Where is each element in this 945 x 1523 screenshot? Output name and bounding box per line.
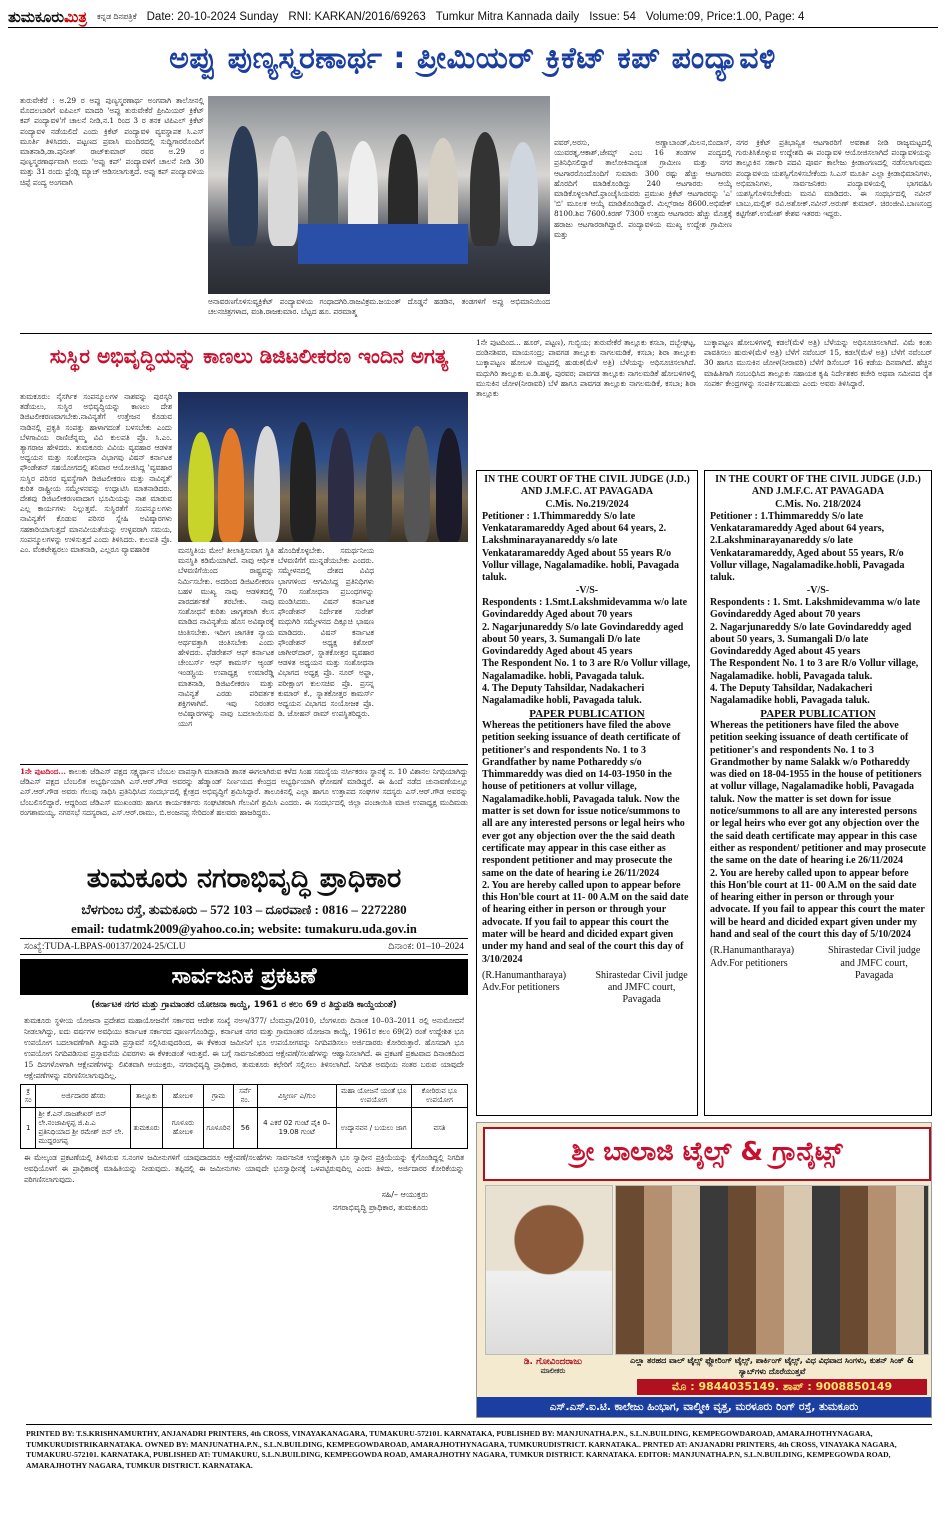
story2-column-5: ಬುಕ್ಕಾಪಟ್ಟಣ ಹೋಬಳಿಗಳಲ್ಲಿ ಕಡಲೆ(ಮೆಳೆ ಅತ್ರಿ) ಬೆಳೆಯನ್ನು ಅಧಿಸೂಚಿಸಲಾಗಿದೆ. ವಿಮೆ ಕಂತು ಪಾವತಿಸಲು ಹುರುಳಿ(ಮೆಳೆ ಅತ್ರಿ) ಬೆಳೆಗೆ ನವೆಂಬರ್ 15, ಕಡಲೆ(ಮೆಳೆ ಅತ್ರಿ) ಬೆಳೆಗೆ ನವೆಂಬರ್ 30 ಹಾಗೂ ಮುಸುಕಿನ ಜೋಳ(ನೀರಾವರಿ) ಬೆಳೆಗೆ ಡಿಸೆಂಬರ್ 16 ಕಡೆಯ ದಿನವಾಗಿದೆ. ಹೆಚ್ಚಿನ ಮಾಹಿತಿಗಾಗಿ ಸಂಬಂಧಿಸಿದ ತಾಲ್ಲೂಕು ಸಹಾಯಕ ಕೃಷಿ ನಿರ್ದೇಶಕರ ಕಚೇರಿ ಅಥವಾ ಸಮೀಪದ ರೈತ ಸಂಪರ್ಕ ಕೇಂದ್ರಗಳನ್ನು ಸಂಪರ್ಕಿಸಬಹುದು ಎಂದು ಅವರು ತಿಳಿಸಿದ್ದಾರೆ. <box>704 338 932 388</box>
table-cell: 1 <box>21 1108 36 1149</box>
notice-body-2: 2. You are hereby called upon to appear before this Hon'ble court at 11- 00 A.M on the said date of hearing either in person or through your advocate. If you fail to appear this court the mater will be heard and dicided expart given under my hand and seal of the court this day of 3/10/2024 <box>482 879 689 965</box>
table-cell: ವಸತಿ <box>411 1108 467 1149</box>
advert-title: ಶ್ರೀ ಬಾಲಾಜಿ ಟೈಲ್ಸ್ & ಗ್ರಾನೈಟ್ಸ್ <box>483 1127 931 1181</box>
story2-column-3: ಹೊಂದಿಕೊಳ್ಳಬೇಕು. ಸಮರ್ಥನೀಯ ಬೆಳವಣಿಗೆಗೆ ಮುನ್ನಡೆಯಬೇಕು ಎಂದರು. ಸಮ್ಮೇಳನದಲ್ಲಿ ದೇಶದ ವಿವಿಧ ಭಾಗಗಳಿಂದ ಆಗಮಿಸಿದ್ದ ಪ್ರತಿನಿಧಿಗಳು 70 ಸಂಶೋಧನಾ ಪ್ರಬಂಧಗಳನ್ನು ಮಂಡಿಸಿದರು. ವಿಷನ್ ಕರ್ನಾಟಕ ಫೌಂಡೇಶನ್ ನಿರ್ದೇಶಕ ಸುರೇಶ್ ಮಧುಗಿರಿ ಸಮ್ಮೇಳನದ ದಿಕ್ಸೂಚಿ ಭಾಷಣ ಮಾಡಿದರು. ವಿಷನ್ ಕರ್ನಾಟಕ ಫೌಂಡೇಶನ್ ಅಧ್ಯಕ್ಷ ಕಿಶೋರ್ ಜಾಗೀರ್‌ದಾರ್, ಸ್ನಾತಕೋತ್ತರ ವ್ಯವಹಾರ ಆಡಳಿತ ಅಧ್ಯಯನ ಮತ್ತು ಸಂಶೋಧನಾ ವಿಭಾಗದ ಅಧ್ಯಕ್ಷ ಪ್ರೊ. ನೂರ್ ಅಫ್ಜಾ, ಪರೀಕ್ಷಾಂಗ ಕುಲಸಚಿವ ಪ್ರೊ. ಪ್ರಸನ್ನ ಕುಮಾರ್ ಕೆ., ಸ್ನಾತಕೋತ್ತರ ಕಾಮರ್ಸ್ ಅಧ್ಯಯನ ವಿಭಾಗದ ಸಂಯೋಜಕ ಪ್ರೊ. ಡಿ. ಜೋಹನ್ ರಾಮ್ ಉಪಸ್ಥಿತರಿದ್ದರು. <box>278 546 374 719</box>
newspaper-name: Tumkur Mitra Kannada daily <box>435 10 580 23</box>
petitioner: Petitioner : 1.Thimmareddy S/o late Venkataramareddy Aged about 64 years, 2.Lakshminarayanareddy s/o late Venkataramareddy, Aged about 55 years, R/o Vollur village, Nagalamadike.hobli, Pavagada taluk. <box>710 510 905 584</box>
continued-label: 1ನೇ ಪುಟದಿಂದ... <box>20 767 66 776</box>
table-row <box>21 1108 468 1149</box>
table-cell: ಉದ್ಯಾನವನ / ಬಯಲು ಜಾಗ <box>336 1108 411 1149</box>
balaji-tiles-advert <box>476 1122 932 1418</box>
story1-headline: ಅಪ್ಪು ಪುಣ್ಯಸ್ಮರಣಾರ್ಥ : ಪ್ರೀಮಿಯರ್ ಕ್ರಿಕೆಟ್ ಕಪ್ ಪಂದ್ಯಾವಳಿ <box>169 41 776 76</box>
story2-headline: ಸುಸ್ಥಿರ ಅಭಿವೃದ್ಧಿಯನ್ನು ಕಾಣಲು ಡಿಜಿಟಲೀಕರಣ ಇಂದಿನ ಅಗತ್ಯ <box>30 338 468 374</box>
masthead <box>8 6 938 28</box>
court-name: IN THE COURT OF THE CIVIL JUDGE (J.D.) AND J.M.F.C. AT PAVAGADA <box>484 474 690 498</box>
table-header: ಕ್ರ ಸಂ <box>21 1085 36 1108</box>
volume-price-page: Volume:09, Price:1.00, Page: 4 <box>645 10 805 23</box>
court-notice-219 <box>476 470 698 1116</box>
signatures <box>710 945 926 982</box>
versus: -V/S- <box>806 584 830 596</box>
table-cell: ಶ್ರೀ ಕೆ.ಎನ್.ರಾಜಶೇಖರ್ ಬಿನ್ ಲೇ.ನಂಜಾಪಿಳ್ಳಪ್ಪ ಜಿ.ಪಿ.ಎ ಪ್ರತಿನಿಧಿಯಾದ ಶ್ರೀ ರಮೇಶ್ ಬಿನ್ ಲೇ. ಮುದ್ದರಂಗಪ್ಪ <box>36 1108 131 1149</box>
table-cell: ತುಮಕೂರು <box>131 1108 162 1149</box>
petitioner: Petitioner : 1.Thimmareddy S/o late Venkataramareddy Aged about 64 years, 2. Lakshminarayanareddy s/o late Venkataramareddy Aged about 55 years R/o Vollur village, Nagalamadike. hobli, Pavagada taluk. <box>482 510 679 584</box>
closing-text: ಈ ಮೇಲ್ಕಂಡ ಪ್ರಕಟಣೆಯಲ್ಲಿ ತಿಳಿಸಿರುವ ಸ.ನಂಗಳ ಜಮೀನುಗಳಿಗೆ ಯಾವುದಾದರೂ ಆಕ್ಷೇಪಣೆ/ಸಲಹೆಗಳು ಸಾರ್ವಜನಿಕ ಉದ್ದೇಶಕ್ಕಾಗಿ ಭೂ ಸ್ವಾಧೀನ ಪ್ರಕ್ರಿಯೆಯನ್ನು ಕೈಗೊಂಡಿದ್ದಲ್ಲಿ ನಿಗದಿತ ಅವಧಿಯೊಳಗೆ ಈ ಪ್ರಾಧಿಕಾರಕ್ಕೆ ಮಾಹಿತಿಯನ್ನು ನೀಡುವುದು. ತಪ್ಪಿದಲ್ಲಿ ಈ ಜಮೀನುಗಳು ಯಾವುದೇ ಭೂಸ್ವಾಧೀನಕ್ಕೆ ಒಳಪಟ್ಟಿರುವುದಿಲ್ಲ ಎಂದು ತಿಳಿದು, ಅರ್ಜಿದಾರರ ಕೋರಿಕೆಯನ್ನು ಪರಿಗಣಿಸಲಾಗುವುದು. <box>24 1153 464 1184</box>
story2-column-1: ತುಮಕೂರು: ನೈಸರ್ಗಿಕ ಸಂಪನ್ಮೂಲಗಳ ನಾಶವನ್ನು ಪುರಸ್ಕರಿ ತಡೆಯಲು, ಸುಸ್ಥಿರ ಅಭಿವೃದ್ಧಿಯನ್ನು ಕಾಣಲು ದೇಶ ಡಿಜಿಟಲೀಕರಣವಾಗಬೇಕು.ನಾವಿನ್ಯತೆಗೆ ಉತ್ತೇಜನ ಕೊಡುವ ನಾಡಿನಲ್ಲಿ ಪ್ರಕೃತಿ ಸಂಪತ್ತು ಹಾಳಾಗದಂತೆ ಬಳಸಬೇಕು ಎಂದು ಬೆಳಗಾವಿಯ ರಾಣಿಚೆನ್ನಮ್ಮ ವಿವಿ ಕುಲಪತಿ ಪ್ರೊ. ಸಿ.ಎಂ. ತ್ಯಾಗರಾಜ ಹೇಳಿದರು. ತುಮಕೂರು ವಿವಿಯ ವ್ಯವಹಾರ ಆಡಳಿತ ಅಧ್ಯಯನ ಮತ್ತು ಸಂಶೋಧನಾ ವಿಭಾಗವು ವಿಷನ್ ಕರ್ನಾಟಕ ಫೌಂಡೇಶನ್ ಸಹಯೋಗದಲ್ಲಿ ಶನಿವಾರ ಆಯೋಜಿಸಿದ್ದ 'ವ್ಯವಹಾರ ಸುಸ್ಥಿರ ಪರಿಸರ ವ್ಯವಸ್ಥೆಗಾಗಿ ಡಿಜಿಟಲೀಕರಣ ಮತ್ತು ನಾವಿನ್ಯತೆ' ಕುರಿತ ರಾಷ್ಟ್ರೀಯ ಸಮ್ಮೇಳನವನ್ನು ಉದ್ಘಾಟಿಸಿ ಮಾತನಾಡಿದರು. ದೇಶವು ಡಿಜಿಟಲೀಕರಣವಾದಾಗ ಭೂಮಿಯನ್ನು ನಾಶ ಮಾಡುವ ಎಲ್ಲ ಕಾರ್ಯಗಳು ನಿಲ್ಲುತ್ತವೆ. ಸುಸ್ಥಿರತೆಗೆ ಸಂಪನ್ಮೂಲಗಳು ನಾವಿನ್ಯತೆಗೆ ಕೊಡುವ ಪರಿಸರ ಸ್ನೇಹಿ ಅವಿಷ್ಕಾರಗಳು ಸಹಕಾರಿಯಾಗುತ್ತದೆ ಮಾನವೀಯತೆಯನ್ನು ಉಳ್ಳವರಾಗಿ ಸಮಯ, ಸಂಪನ್ಮೂಲಗಳನ್ನು ಉಳಿಸುತ್ತದೆ ಎಂದು ತಿಳಿಸಿದರು. ಕುಲಪತಿ ಪ್ರೊ. ಎಂ. ವೆಂಕಟೇಶ್ವರಲು ಮಾತನಾಡಿ, ಎಲ್ಲರೂ ವ್ಯಾವಹಾರಿಕ <box>20 392 172 555</box>
court-name: IN THE COURT OF THE CIVIL JUDGE (J.D.) AND J.M.F.C. AT PAVAGADA <box>715 474 921 498</box>
conference-photo <box>178 392 468 542</box>
newspaper-logo: ತುಮಕೂರುಮಿತ್ರ <box>8 7 87 26</box>
respondent-4: 4. The Deputy Tahsildar, Nadakacheri Nagalamadike hobli, Pavagada taluk. <box>482 683 645 707</box>
respondent-address: The Respondent No. 1 to 3 are R/o Vollur village, Nagalamadike. hobli, Pavagada taluk. <box>482 658 691 682</box>
public-notice-banner: ಸಾರ್ವಜನಿಕ ಪ್ರಕಟಣೆ <box>20 959 468 995</box>
logo-subtitle: ಕನ್ನಡ ದಿನಪತ್ರಿಕೆ <box>96 11 137 21</box>
story2-column-2: ಮನಸ್ಥಿತಿಯ ಮೇಲೆ ತೀಲಾತ್ತಿಸುವಾಗ ಸ್ಥಿತಿ ಮನಸ್ಥಿತಿ ಕಡಿಮೆಯಾಗಿದೆ. ನಾವು ಆರ್ಥಿಕ ಬೆಳವಣಿಗೆಯಿಂದ ರಾಷ್ಟ್ರವನ್ನು ನಿರ್ಮಿಸಬೇಕು. ಅದರಿಂದ ಡಿಜಿಟಲೀಕರಣ ಬಹಳ ಮುಖ್ಯ ನಾವು ಆಡಳಿತದಲ್ಲಿ ಪಾರದರ್ಶಕತೆ ತರಬೇಕು. ನಾವು ಸಂಶೋಧನೆ ಕುರಿತು ಜಾಗೃತರಾಗಿ ಕೆಲಸ ಮಾಡಿದ ನಾವಿನ್ಯತೆಯ ಹೊಸ ಅವಿಷ್ಕಾರಕ್ಕೆ ಚಿಂತಿಸಬೇಕು. ಇದೀಗ ಜಾಗತಿಕ ನ್ಯಾಯ ಅರ್ಥವತ್ತಾಗಿ ಚಿಂತಿಸಬೇಕು ಎಂದು ಹೇಳಿದರು. ಫೆಡರೇಶನ್ ಆಫ್ ಕರ್ನಾಟಕ ಚೇಂಬರ್ಸ್ ಆಫ್ ಕಾಮರ್ಸ್ ಆ್ಯಂಡ್ ಇಂಡಸ್ಟ್ರಿಯ ಉಪಾಧ್ಯಕ್ಷ ಉಮಾರೆಡ್ಡಿ ಮಾತನಾಡಿ, ಡಿಜಿಟಲೀಕರಣ ಮತ್ತು ನಾವಿನ್ಯತೆ ಎರಡು ಪರಿವರ್ತಕ ಶಕ್ತಿಗಳಾಗಿವೆ. ಇವು ನಿರಂತರ ಅವಿಷ್ಕಾರಗಳನ್ನು ನಾವು ಬದಲಾಯಿಸುವ ಯುಗ <box>178 546 274 729</box>
table-header: ಸರ್ವೆ ನಂ. <box>233 1085 257 1108</box>
table-header: ತಾಲ್ಲೂಕು <box>131 1085 162 1108</box>
notice-body-2: 2. You are hereby called upon to appear before this Hon'ble court at 11- 00 A.M on the said date of hearing either in person or through your advocate. If you fail to appear this court the mater will be heard and dicided expart given under my hand and seal of the court this day of 5/10/2024 <box>710 867 925 940</box>
act-reference: (ಕರ್ನಾಟಕ ನಗರ ಮತ್ತು ಗ್ರಾಮಾಂತರ ಯೋಜನಾ ಕಾಯ್ದೆ, 1961 ರ ಕಲಂ 69 ರ ತಿದ್ದುಪಡಿ ಕಾಯ್ದೆಯಂತೆ) <box>91 1000 397 1010</box>
respondents: Respondents : 1.Smt.Lakshmidevamma w/o late Govindareddy Aged about 70 years <box>482 596 688 621</box>
issue-date: Date: 20-10-2024 Sunday <box>146 10 279 23</box>
photo-caption: ಅನಾವರಣಗೊಳಿಸುವ್ಯಕ್ರಿಕೆಟ್ ಪಂದ್ಯಾವಳಿಯ ಗಂಧಾದಗಿರಿ.ರಾಜವಿಕ್ರಮ.ಜಯಂತ್ ದೊಡ್ಡನೆ ಹಡಡಿನ, ತಂಡಗಳಿಗೆ ಅಪ್ಪು ಅಭಿಮಾನಿಯಿಂದ ಚಲನಚಿತ್ರಗಳಾದ, ವಂಶಿ.ರಾಜಕುಮಾರ. ಬೆಟ್ಟದ ಹೂ. ಪರಮಾತ್ಮ <box>208 297 550 317</box>
signature-line-1: ಸಹಿ/– ಆಯುಕ್ತರು <box>381 1190 428 1199</box>
table-header: ವಿಸ್ತೀರ್ಣ ಎ/ಗುಂ <box>257 1085 336 1108</box>
case-number: C.Mis. No.219/2024 <box>545 498 629 510</box>
notice-body: Whereas the petitioners have filed the above petition seeking issuance of death certificate of petitioner's and respondents No. 1 to 3 Grandfather by name Pothareddy s/o Thimmareddy was died on 14-03-1950 in the house of petitioners at vollur village, Nagalamadike.hobli, Pavagada taluk. Now the matter is set down for issue notice/summons to all are any interested persons or legal heirs who ever got any objection over the the said death certificate may appear in this case either as respondent petitioner and may prosecute the same on the date of hearing i.e 26/11/2024 <box>482 719 685 879</box>
versus: -V/S- <box>575 584 599 596</box>
table-cell: 56 <box>233 1108 257 1149</box>
paper-publication: PAPER PUBLICATION <box>760 707 876 720</box>
respondents: Respondents : 1. Smt. Lakshmidevamma w/o late Govindareddy Aged about 70 years <box>710 596 921 621</box>
respondent-2-3: 2. Nagarjunareddy S/o late Govindareddy aged about 50 years, 3. Sumangali D/o late Govindareddy Aged about 45 years <box>710 621 912 658</box>
story1-column-2: ಪವರ್,ಅರಸು, ಅಣ್ಣಾಬಾಂಡ್,ಮಿಲನ,ಬಿಂದಾಸ್, ಯುವರತ್ನ,ಆಕಾಶ್,ಜೇಮ್ಸ್ ಎಂಬ 16 ತಂಡಗಳ ಪಂದ್ಯದಲ್ಲಿ ಪ್ರತಿನಿಧಿಸಲಿದ್ದಾರೆ ತಾಲೋಕಿನಾದ್ಯಂತ ಗ್ರಾಮೀಣ ಮತ್ತು ನಗರ ಆಟಗಾರರೊಂದೊಂದಿಗೆ ಸುಮಾರು 300 ರಷ್ಟು ಹೆಚ್ಚು ಆಟಗಾರರು ಹೊರದಿಗೆ ಮಾಡಿಕೊಂಡಿದ್ದು 240 ಆಟಗಾರರು ಆಯ್ಕೆ ಮಾಡಿಕೊಳ್ಳಲಾಗಿದೆ.ಫ್ರಾಂಚೈಸಿಯವರು ಪ್ರಮುಖ ಕ್ರಿಕೆಟ್ ಆಟಗಾರರನ್ನು 'ಎ' 'ಬಿ' ಮೂಲಕ ಆಯ್ಕೆ ಮಾಡಿಕೊಂಡಿದ್ದಾರೆ. ಮಿಲ್ಲ್‌ರಾಜ 8600.ಅಭಿಷೇಕ್ 8100.ಶಿವ 7600.ಕಿರಣ್ 7300 ಉತ್ತಮ ಆಟಗಾರರು ಹೆಚ್ಚು ಮೊತ್ತಕ್ಕೆ ಹರಾಜು ಆಟಗಾರರಾಗಿದ್ದಾರೆ. ಪಂದ್ಯಾವಳಿಯ ಮುಖ್ಯ ಉದ್ದೇಶ ಗ್ರಾಮೀಣ ಮತ್ತು <box>554 138 732 239</box>
story1-column-3: ನಗರ ಕ್ರಿಕೆಟ್ ಪ್ರತಿಭಾನ್ವಿತ ಆಟಗಾರರಿಗೆ ಅವಕಾಶ ನೀಡಿ ರಾಜ್ಯಮಟ್ಟದಲ್ಲಿ ಗುರುತಿಸಿಕೊಳ್ಳುವ ಉದ್ದೇಶದಿ ಈ ಪಂದ್ಯಾವಳಿ ಆಯೋಜಿಸಲಾಗಿದೆ ಪಂದ್ಯಾವಳಿಯನ್ನು ತಾಲ್ಲೂಕಿನ ಸರ್ಕಾರಿ ಪದವಿ ಪೂರ್ವ ಕಾಲೇಜು ಕ್ರೀಡಾಂಗಣದಲ್ಲಿ ನಡೆಸಲಾಗುವುದು ಪಂದ್ಯಾವಳಿಯ ಯಶಸ್ವಿಗೊಳಿಸಬೇಕೆಂದು ಸಿ.ಎಸ್ ಮೂರ್ತಿ ಎಲ್ಲಾ ಕ್ರೀಡಾಭಿಮಾನಿಗಳು, ಅಭಿಮಾನಿಗಳು, ಸಾರ್ವಜನಿಕರು ಪಂದ್ಯಾವಳಿಯಲ್ಲಿ ಭಾಗವಹಿಸಿ ಯಶಸ್ವಿಗೊಳಿಸಬೇಕೆಂದು ಮನವಿ ಮಾಡಿದರು. ಈ ಸಂಧರ್ಭದಲ್ಲಿ ನವೀನ್ ಬಾಬು,ಮಲ್ಲಿಕ್ ರವಿ.ಅಶೋಕ್.ನವೀನ್.ಅರುಣ್ ಕುಮಾರ್. ಚಿರಂಜೀವಿ.ಬಾಣಸಂದ್ರ ಕಟ್ಟಿಗೇಶ್.ಉಮೇಶ್ ಕೇಶವ ಇತರರು ಇದ್ದರು. <box>736 138 932 219</box>
signature-line-2: ನಗರಾಭಿವೃದ್ಧಿ ಪ್ರಾಧಿಕಾರ, ತುಮಕೂರು <box>332 1203 428 1212</box>
reference-number: ಸಂಖ್ಯೆ:TUDA-LBPAS-00137/2024-25/CLU <box>24 942 186 952</box>
notice-date: ದಿನಾಂಕ: 01–10–2024 <box>388 942 464 952</box>
respondent-2-3: 2. Nagarjunareddy S/o late Govindareddy aged about 50 years, 3. Sumangali D/o late Govindareddy Aged about 45 years <box>482 621 684 658</box>
court-notice-218 <box>704 470 932 1116</box>
authority-address: ಬೆಳಗುಂಬ ರಸ್ತೆ, ತುಮಕೂರು – 572 103 – ದೂರವಾಣಿ : 0816 – 2272280 <box>81 902 407 917</box>
land-use-table <box>20 1084 468 1149</box>
commissioner-signature <box>20 1188 468 1214</box>
table-header: ಗ್ರಾಮ <box>204 1085 233 1108</box>
advocate-signature: (R.Hanumantharaya) Adv.For petitioners <box>482 969 567 994</box>
table-header: ಅರ್ಜಿದಾರರ ಹೆಸರು <box>36 1085 131 1108</box>
reference-line <box>20 938 468 955</box>
divider <box>20 333 932 334</box>
respondent-address: The Respondent No. 1 to 3 are R/o Vollur village, Nagalamadike. hobli, Pavagada taluk. <box>710 658 919 682</box>
case-number: C.Mis. No. 218/2024 <box>775 498 861 510</box>
court-signature: Shirastedar Civil judge and JMFC court, Pavagada <box>828 945 921 981</box>
table-cell: ಗೂಳೂರಿನ <box>204 1108 233 1149</box>
cricket-event-photo <box>208 96 550 294</box>
table-header: ಮಹಾ ಯೋಜನೆ ಯಂತೆ ಭೂ ಉಪಯೋಗ <box>336 1085 411 1108</box>
advert-address: ಎಸ್.ಎಸ್.ಐ.ಟಿ. ಕಾಲೇಜು ಹಿಂಭಾಗ, ವಾಲ್ಮೀಕಿ ವೃತ್ತ, ಮರಳೂರು ರಿಂಗ್ ರಸ್ತೆ, ತುಮಕೂರು <box>477 1397 931 1417</box>
paper-publication: PAPER PUBLICATION <box>529 707 645 720</box>
story2-column-4: 1ನೇ ಪುಟದಿಂದ... ಹೂರ್, ಪಟ್ಟಣ), ಗುಬ್ಬಿಯ; ತುರುವೇಕೆರೆ ತಾಲ್ಲೂಕು ಕಸಬಾ, ದಬ್ಬೇಘಟ್ಟ, ದಂಡಿನಶಿವರ, ಮಾಯಸಂದ್ರ; ಪಾವಗಡ ತಾಲ್ಲೂಕು ನಾಗಲಮಡಿಕೆ, ಕಸಬಾ; ಶಿರಾ ತಾಲ್ಲೂಕು ಬುಕ್ಕಾಪಟ್ಟಣ ಹೋಬಳಿ ಮಟ್ಟದಲ್ಲಿ ಹುಡುಕ(ಮೆಳೆ ಅತ್ರಿ) ಬೆಳೆಯನ್ನು ಅಧಿಸೂಚಿಸಲಾಗಿದೆ. ಮಧುಗಿರಿ ತಾಲ್ಲೂಕು ಐ.ಡಿ.ಹಳ್ಳಿ, ಪುರವರ; ಪಾವಗಡ ತಾಲ್ಲೂಕು ನಾಗಲಮಡಿಕೆ ಹೋಬಳಿಗಳಲ್ಲಿ ಮುಸುಕಿನ ಜೋಳ(ನೀರಾವರಿ) ಬೆಳೆ ಹಾಗೂ ಪಾವಗಡ ತಾಲ್ಲೂಕು ನಾಗಲಮಡಿಕೆ, ಕಸಬಾ; ಶಿರಾ ತಾಲ್ಲೂಕು <box>476 338 696 399</box>
continued-text: ಕಾಲುಕು ಜೆಡಿಎಸ್ ಪಕ್ಷದ ಸಕ್ಷ್ಯರ್ಥಾನ ಬೆಂಬಲ ವಾಪಸ್ಸಾಗಿ ಮಾತನಾಡಿ ಶಾಸಕ ಈಗಲಾಗಿರುವ ಕಳೆದ ಸಿಂಹ ಸಮಸ್ಯೆಯ ನರ್ಸೀಕರಣ ಸ್ಥಾನಕ್ಕೆ ನ. 10 ವಿಶಾನಲ ನಿಗಧಿಯಾಗಿದ್ದು ಜೆಡಿಎಸ್ ಪಕ್ಷದ ಬೆಂಬಲಿತ ಅಭ್ಯರ್ಥಿಯಾಗಿ ಎಸ್.ಆರ್.ಗೌಡ ಅವರನ್ನು ಹೆಡ್ಮಾಂಡ್ ನಿರ್ಣಯದ ಕೇಂದ್ರದ ಅಭ್ಯರ್ಥಿಯಾಗಿ ಘೋಷಣೆ ಮಾಡಿದ್ದರೆ. ಈ ಹಿಂದೆ ನಡೆದ ಚುನಾವಣೆಯಲ್ಲೂ ಎಸ್.ಆರ್.ಗೌಡ ಅವರು ಗೆಲುವು ಸಾಧಿಸಿ ಪ್ರತಿನಿಧಿಸಿದ ಸಂದರ್ಭದಲ್ಲಿ ಕ್ಷೇತ್ರದ ಅಭಿವೃದ್ಧಿಗೆ ಶ್ರಮಿಸಿದ್ದಾರೆ. ತಾಲೂಕಿನಲ್ಲಿ ಎಲ್ಲಾ ಹಾಗೂ ಉತ್ತಾಪದ ಸಂಘಗಳ ಸದಸ್ಯರು ಎಸ್.ಆರ್.ಗೌಡ ಅವರನ್ನು ಬೆಂಬಲಿಸಲಿದ್ದಾರೆ. ಆದ್ದರಿಂದ ಜೆಡಿಎಸ್ ಮುಖಂಡರು ಹಾಗೂ ಕಾರ್ಯಕರ್ತರು ಸಂಘಟಿತರಾಗಿ ಗೆಲುವಿಗೆ ಶ್ರಮಿಸಿ ಎಂದರು. ಈ ಸಂದರ್ಭದಲ್ಲಿ ಜಿಲ್ಲಾ ಪಂಚಾಯಿತಿ ಮಾಜಿ ಉಪಾಧ್ಯಕ್ಷ ಮುದಿಮಡು ರಂಗಶಾಮಯ್ಯ, ನಗರಸಭೆ ಸದಸ್ಯರಾದ, ಎಸ್.ಆರ್.ರಾಮು, ಬಿ.ಅಂಜನಪ್ಪ ಸೇರಿದಂತೆ ಹಲವರು ಹಾಜರಿದ್ದರು. <box>20 767 468 817</box>
table-header: ಕೋರಿರುವ ಭೂ ಉಪಯೋಗ <box>411 1085 467 1108</box>
tiles-photo <box>615 1185 929 1355</box>
owner-photo <box>485 1185 613 1355</box>
table-cell: ಗೂಳೂರು ಹೋಬಳಿ <box>162 1108 204 1149</box>
court-signature: Shirastedar Civil judge and JMFC court, Pavagada <box>595 969 688 1006</box>
table-cell: 4 ಎಕರೆ 02 ಗುಂಟೆ ಪೈಕಿ 0–19.08 ಗುಂಟೆ <box>257 1108 336 1149</box>
imprint-footer: PRINTED BY: T.S.KRISHNAMURTHY, ANJANADRI PRINTERS, 4th CROSS, VINAYAKANAGARA, TUMAKURU-572101. KARNATAKA, PUBLISHED BY: MANJUNATHA.P.N., S.L.N.BUILDING, KEMPEGOWDAROAD, AMARAJHOTHYNAGARA, TUMKURUDISTRIKARNATAKA. OWNED BY: MANJUNATHA.P.N., S.L.N.BUILDING, KEMPEGOWDAROAD, AMARAJHOTHYNAGARA, TUMKURUDISTRICT. KARNATAKA.. PRNTED AT: ANJANADRI PRINTERS, 4th CROSS, VINAYAKA NAGARA, TUMAKURU-572101. KARNATAKA, PUBLISHED AT: TUMAKURU, S.L.N.BUILDING, KEMPEGOWDA ROAD, AMARAJHOTHY NAGARA, TUMKUR DISTRICT. KARNATAKA. EDITOR: MANJUNATHA.P.N, S.L.N.BUILDING, KEMPEGOWDA ROAD, AMARAJHOTHY NAGARA, TUMKUR DISTRICT. KARNATAKA. <box>26 1424 932 1488</box>
authority-title: ತುಮಕೂರು ನಗರಾಭಿವೃದ್ಧಿ ಪ್ರಾಧಿಕಾರ <box>86 863 402 894</box>
authority-contact: email: tudatmk2009@yahoo.co.in; website: tumakuru.uda.gov.in <box>71 922 417 936</box>
continued-story <box>20 764 468 852</box>
advert-phone: ಮೊ : 9844035149. ಶಾಪ್ : 9008850149 <box>637 1379 927 1395</box>
issue-number: Issue: 54 <box>589 10 636 23</box>
rni-number: RNI: KARKAN/2016/69263 <box>288 10 426 23</box>
respondent-4: 4. The Deputy Tahsildar, Nadakacheri Nagalamadike hobli, Pavagada taluk. <box>710 683 873 707</box>
owner-name: ಡಿ. ಗೋವಿಂದರಾಜು ಮಾಲೀಕರು <box>523 1357 583 1375</box>
table-header: ಹೋಬಳಿ <box>162 1085 204 1108</box>
advocate-signature: (R.Hanumantharaya) Adv.For petitioners <box>710 945 795 969</box>
signatures <box>482 970 692 1007</box>
advert-description: ಎಲ್ಲಾ ತರಹದ ವಾಲ್ ಟೈಲ್ಸ್ ಫ್ಲೋರಿಂಗ್ ಟೈಲ್ಸ್, ಪಾರ್ಕಿಂಗ್ ಟೈಲ್ಸ್, ವಿಧ ವಿಧವಾದ ಸಿಂಗಳು, ಕುಶನ್ ಸಿಂಕ್ & ಸ್ಯಾಬ್‌ಗಳು ದೊರೆಯುತ್ತವೆ <box>630 1356 914 1376</box>
table-header-row <box>21 1085 468 1108</box>
notice-body: ತುಮಕೂರು ಸ್ಥಳೀಯ ಯೋಜನಾ ಪ್ರದೇಶದ ಮಹಾಯೋಜನೆಗೆ ಸರ್ಕಾರದ ಆದೇಶ ಸಂಖ್ಯೆ ನಅಇ/377/ ಬೆಂಮಪ್ರಾ/2010, ಬೆಂಗಳೂರು ದಿನಾಂಕ 10–03–2011 ರಲ್ಲಿ ಅನುಮೋದನೆ ನೀಡಲಾಗಿದ್ದು, ಐದು ವರ್ಷಗಳ ಅವಧಿಯು ಕರ್ನಾಟಕ ಸರ್ಕಾರದ ಪೂರ್ಣಗೊಂಡಿದ್ದು, ಕರ್ನಾಟಕ ನಗರ ಮತ್ತು ಗ್ರಾಮಾಂತರ ಯೋಜನಾ ಕಾಯ್ದೆ, 1961ರ ಕಲಂ 69(2) ರಂತೆ ಉದ್ದೇಶಿತ ಭೂ ಉಪಯೋಗ ಬದಲಾವಣೆಗಾಗಿ ತಿದ್ದುಪಡಿ ಪ್ರಸ್ತಾವನೆ ಸಲ್ಲಿಸಿರುವುದರಿಂದ, ಈ ಕೆಳಕಂಡ ಜಮೀನಿಗೆ ಭೂ ಉಪಯೋಗವನ್ನು ನಿಗದಿಪಡಿಸಲು ಅರ್ಜಿದಾರರು ಕೋರಿರುತ್ತಾರೆ. ಹೊಸದಾಗಿ ಭೂ ಉಪಯೋಗ ನಿಗದಿಪಡಿಸುವ ಪ್ರಸ್ತಾವನೆಯ ವಿವರಗಳು ಈ ಕೆಳಕಂಡಂತೆ ಇರುತ್ತವೆ. ಈ ಬಗ್ಗೆ ಸಾರ್ವಜನಿಕರಿಂದ ಆಕ್ಷೇಪಣೆ/ಸಲಹೆಗಳನ್ನು ಆಹ್ವಾನಿಸಲಾಗಿದೆ. ಈ ಪ್ರಕಟಣೆ ಪ್ರಕಟವಾದ ದಿನಾಂಕದಿಂದ 15 ದಿನಗಳೊಳಗಾಗಿ ಆಕ್ಷೇಪಣೆಗಳನ್ನು ಲಿಖಿತವಾಗಿ ಆಯುಕ್ತರು, ನಗರಾಭಿವೃದ್ಧಿ ಪ್ರಾಧಿಕಾರ, ತುಮಕೂರು ಕಛೇರಿಗೆ ಸಲ್ಲಿಸಲು ತಿಳಿಸಲಾಗಿದೆ. ನಿಗದಿತ ಅವಧಿಯ ನಂತರ ಬರುವ ಯಾವುದೇ ಆಕ್ಷೇಪಣೆಗಳನ್ನು ಪರಿಗಣಿಸಲಾಗುವುದಿಲ್ಲ. <box>24 1016 464 1080</box>
notice-body: Whereas the petitioners have filed the above petition seeking issuance of death certificate of petitioner's and respondents No. 1 to 3 Grandmother by name Salakk w/o Pothareddy was died on 18-04-1955 in the house of petitioners at vollur village, Nagalamadike hobli, Pavagada taluk. Now the matter is set down for issue notice/summons to all are any interested persons or legal heirs who ever got any objection over the the said death certificate may appear in this case either as respondent/ petitioner and may prosecute the same on the date of hearing i.e 26/11/2024 <box>710 719 926 867</box>
tuda-public-notice <box>20 858 468 1418</box>
story1-column-1: ತುರುವೇಕೆರೆ : ಅ.29 ರ ಅಪ್ಪು ಪುಣ್ಯಸ್ಮರಣಾರ್ಥ ಅಂಗವಾಗಿ ತಾಲೋನಲ್ಲಿ ಮೊದಲಬಾರಿಗೆ ಐಪಿಎಲ್ ಮಾದರಿ 'ಅಪ್ಪು ತುರುವೇಕೆರೆ ಪ್ರೀಮಿಯರ್ ಕ್ರಿಕೆಟ್ ಕಪ್ ಪಂದ್ಯಾವಳಿ'ಗೆ ಚಾಲನೆ ನೀಡಿ,ನ.1 ರಿಂದ 3 ರ ತನಕ ಟಿಪಿಎಲ್ ಕ್ರಿಕೆಟ್ ಪಂದ್ಯಾವಳಿ ನಡೆಯಲಿದೆ ಎಂದು ಕ್ರಿಕೆಟ್ ಪಂದ್ಯಾವಳಿ ವ್ಯವಸ್ಥಾಪಕ ಸಿ.ಎಸ್ ಮೂರ್ತಿ ತಿಳಿಸಿದರು. ಪಟ್ಟಣದ ಪ್ರವಾಸಿ ಮಂದಿರದಲ್ಲಿ ಸುದ್ದಿಗಾರರೊಂದಿಗೆ ಮಾತನಾಡಿ,ಡಾ.ಪುನೀತ್ ರಾಜ್‌ಕುಮಾರ್ ರವರ ಅ.29 ರ ಪುಣ್ಯಸ್ಮರಣಾರ್ಥವಾಗಿ ಅಂದು 'ಅಪ್ಪು ಕಪ್' ಪಂದ್ಯಾವಳಿಗೆ ಚಾಲನೆ ನೀಡಿ 30 ಮತ್ತು 31 ರಂದು ಫ್ರೆಂಡ್ಲಿ ಮ್ಯಾಚ್ ಆಡಿಸಲಾಗುತ್ತದೆ. ಅಪ್ಪು ಕಪ್ ಪಂದ್ಯಾವಳಿಯ ಚಿಪ್ಪೆ ಪಂದ್ಯ ಅಂಗವಾಗಿ <box>20 96 204 187</box>
